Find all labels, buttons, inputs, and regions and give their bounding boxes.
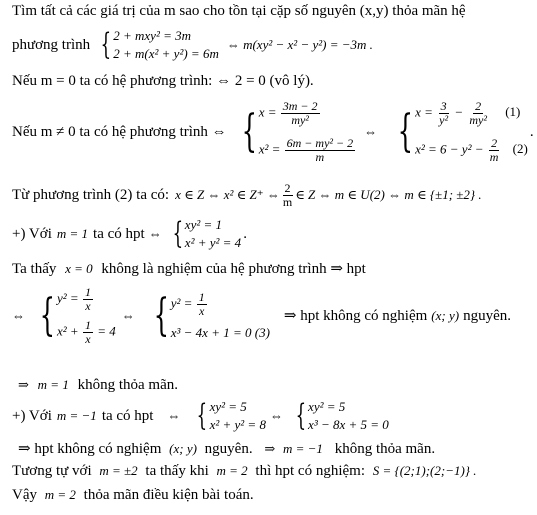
equation-text: ⇔ m(xy² − x² − y²) = −3m . bbox=[226, 37, 373, 52]
solution-set: S = {(2;1);(2;−1)} . bbox=[372, 463, 477, 478]
case-m-nonzero: Nếu m ≠ 0 ta có hệ phương trình ⇔ { x = $\frac{3m - 2}{\text{my²}}$ x² = $\frac{\text{6m − my² − 2}}{m}$ ⇔ { x = $\frac{3}{\text{y²}}$ − $\frac{2}{\text{my²}}$ (1) x² = 6 − y² − $\frac{2}{m}$ (2) . bbox=[12, 99, 534, 164]
system-m-one-step-2 bbox=[141, 291, 270, 342]
system-row: x² = 6 − y² − $\frac{2}{m}$ (2) bbox=[415, 136, 528, 164]
system-m-one-step-1 bbox=[27, 286, 116, 346]
derivation-line: Từ phương trình (2) ta có: x ∈ Z ⇔ x² ∈ Z⁺ ⇔ $\frac{2}{m}$ ∈ Z ⇔ m ∈ U(2) ⇔ m ∈ {±1; ±2} . bbox=[12, 180, 482, 209]
case-m-minus-one: +) Với m = −1 ta có hpt ⇔ { xy² = 5 x² + y² = 8 ⇔ { xy² = 5 x³ − 8x + 5 = 0 bbox=[12, 398, 389, 433]
brace-icon: { bbox=[197, 398, 208, 433]
system-row: x = $\frac{3m - 2}{\text{my²}}$ bbox=[258, 99, 318, 127]
problem-text: Tìm tất cả các giá trị của m sao cho tồn tại cặp số nguyên (x,y) thỏa mãn hệ bbox=[12, 3, 466, 19]
system-step-1 bbox=[229, 100, 356, 164]
system-row: y² = $\frac{1}{x}$ bbox=[57, 285, 91, 313]
system-row: xy² = 5 bbox=[209, 399, 247, 414]
brace-icon: { bbox=[172, 216, 183, 251]
system-original bbox=[92, 27, 219, 63]
system-row: x = $\frac{3}{\text{y²}}$ − $\frac{2}{\text{my²}}$ (1) bbox=[415, 99, 521, 127]
system-row: x² + y² = 8 bbox=[209, 417, 266, 432]
system-m-minus-one-step bbox=[287, 398, 389, 434]
system-row: 2 + m(x² + y²) = 6m bbox=[113, 46, 219, 61]
system-row: y² = $\frac{1}{x}$ bbox=[170, 289, 205, 318]
observation-line: Ta thấy x = 0 không là nghiệm của hệ phương trình ⇒ hpt bbox=[12, 261, 366, 277]
final-conclusion: Vậy m = 2 thỏa mãn điều kiện bài toán. bbox=[12, 487, 254, 503]
fraction: $\frac{3m - 2}{\text{my²}}$ bbox=[282, 99, 318, 127]
brace-icon: { bbox=[100, 27, 112, 62]
problem-line-1 bbox=[12, 2, 466, 20]
brace-icon: { bbox=[241, 106, 257, 157]
brace-icon: { bbox=[295, 398, 307, 433]
case-text: Nếu m ≠ 0 ta có hệ phương trình ⇔ bbox=[12, 124, 227, 140]
case-m-one: +) Với m = 1 ta có hpt ⇔ { xy² = 1 x² + y² = 4 . bbox=[12, 216, 247, 251]
system-row: x² + $\frac{1}{x}$ = 4 bbox=[57, 318, 116, 346]
derivation-text: Từ phương trình (2) ta có: bbox=[12, 187, 170, 203]
fraction: $\frac{2}{m}$ bbox=[282, 180, 293, 209]
system-transform-line: ⇔ { y² = $\frac{1}{x}$ x² + $\frac{1}{x}$ = 4 ⇔ { y² = $\frac{1}{x}$ x³ − 4x + 1 = 0 (3) ⇒ hpt không có nghiệm (x; y) nguyên. bbox=[12, 285, 511, 346]
system-row: xy² = 1 bbox=[184, 217, 223, 232]
system-row: 2 + mxy² = 3m bbox=[113, 28, 192, 43]
brace-icon: { bbox=[153, 290, 169, 341]
case-m-plus-minus-two: Tương tự với m = ±2 ta thấy khi m = 2 thì hpt có nghiệm: S = {(2;1);(2;−1)} . bbox=[12, 463, 477, 479]
system-step-2 bbox=[385, 100, 528, 164]
brace-icon: { bbox=[397, 106, 414, 157]
system-m-minus-one bbox=[188, 398, 265, 434]
conclusion-m-one: ⇒ m = 1 không thỏa mãn. bbox=[18, 377, 178, 393]
problem-line-2 bbox=[12, 24, 373, 66]
system-row: x³ − 8x + 5 = 0 bbox=[308, 417, 389, 432]
system-row: x² = $\frac{\text{6m − my² − 2}}{m}$ bbox=[258, 136, 354, 164]
equation-tag: (1) bbox=[505, 104, 521, 120]
equivalence-symbol: ⇔ bbox=[364, 124, 378, 139]
conclusion-m-minus-one: ⇒ hpt không có nghiệm (x; y) nguyên. ⇒ m = −1 không thỏa mãn. bbox=[18, 441, 436, 457]
fraction: $\frac{\text{6m − my² − 2}}{m}$ bbox=[286, 136, 354, 164]
system-row: x² + y² = 4 bbox=[184, 235, 242, 250]
case-m-zero bbox=[12, 72, 314, 90]
system-m-one bbox=[164, 216, 241, 252]
problem-text-2: phương trình bbox=[12, 37, 91, 53]
case-text: Nếu m = 0 ta có hệ phương trình: ⇔ 2 = 0 (vô lý). bbox=[12, 73, 314, 89]
system-row: x³ − 4x + 1 = 0 (3) bbox=[170, 324, 270, 340]
system-row: xy² = 5 bbox=[308, 399, 346, 414]
equation-tag: (2) bbox=[512, 141, 528, 157]
brace-icon: { bbox=[39, 290, 55, 341]
